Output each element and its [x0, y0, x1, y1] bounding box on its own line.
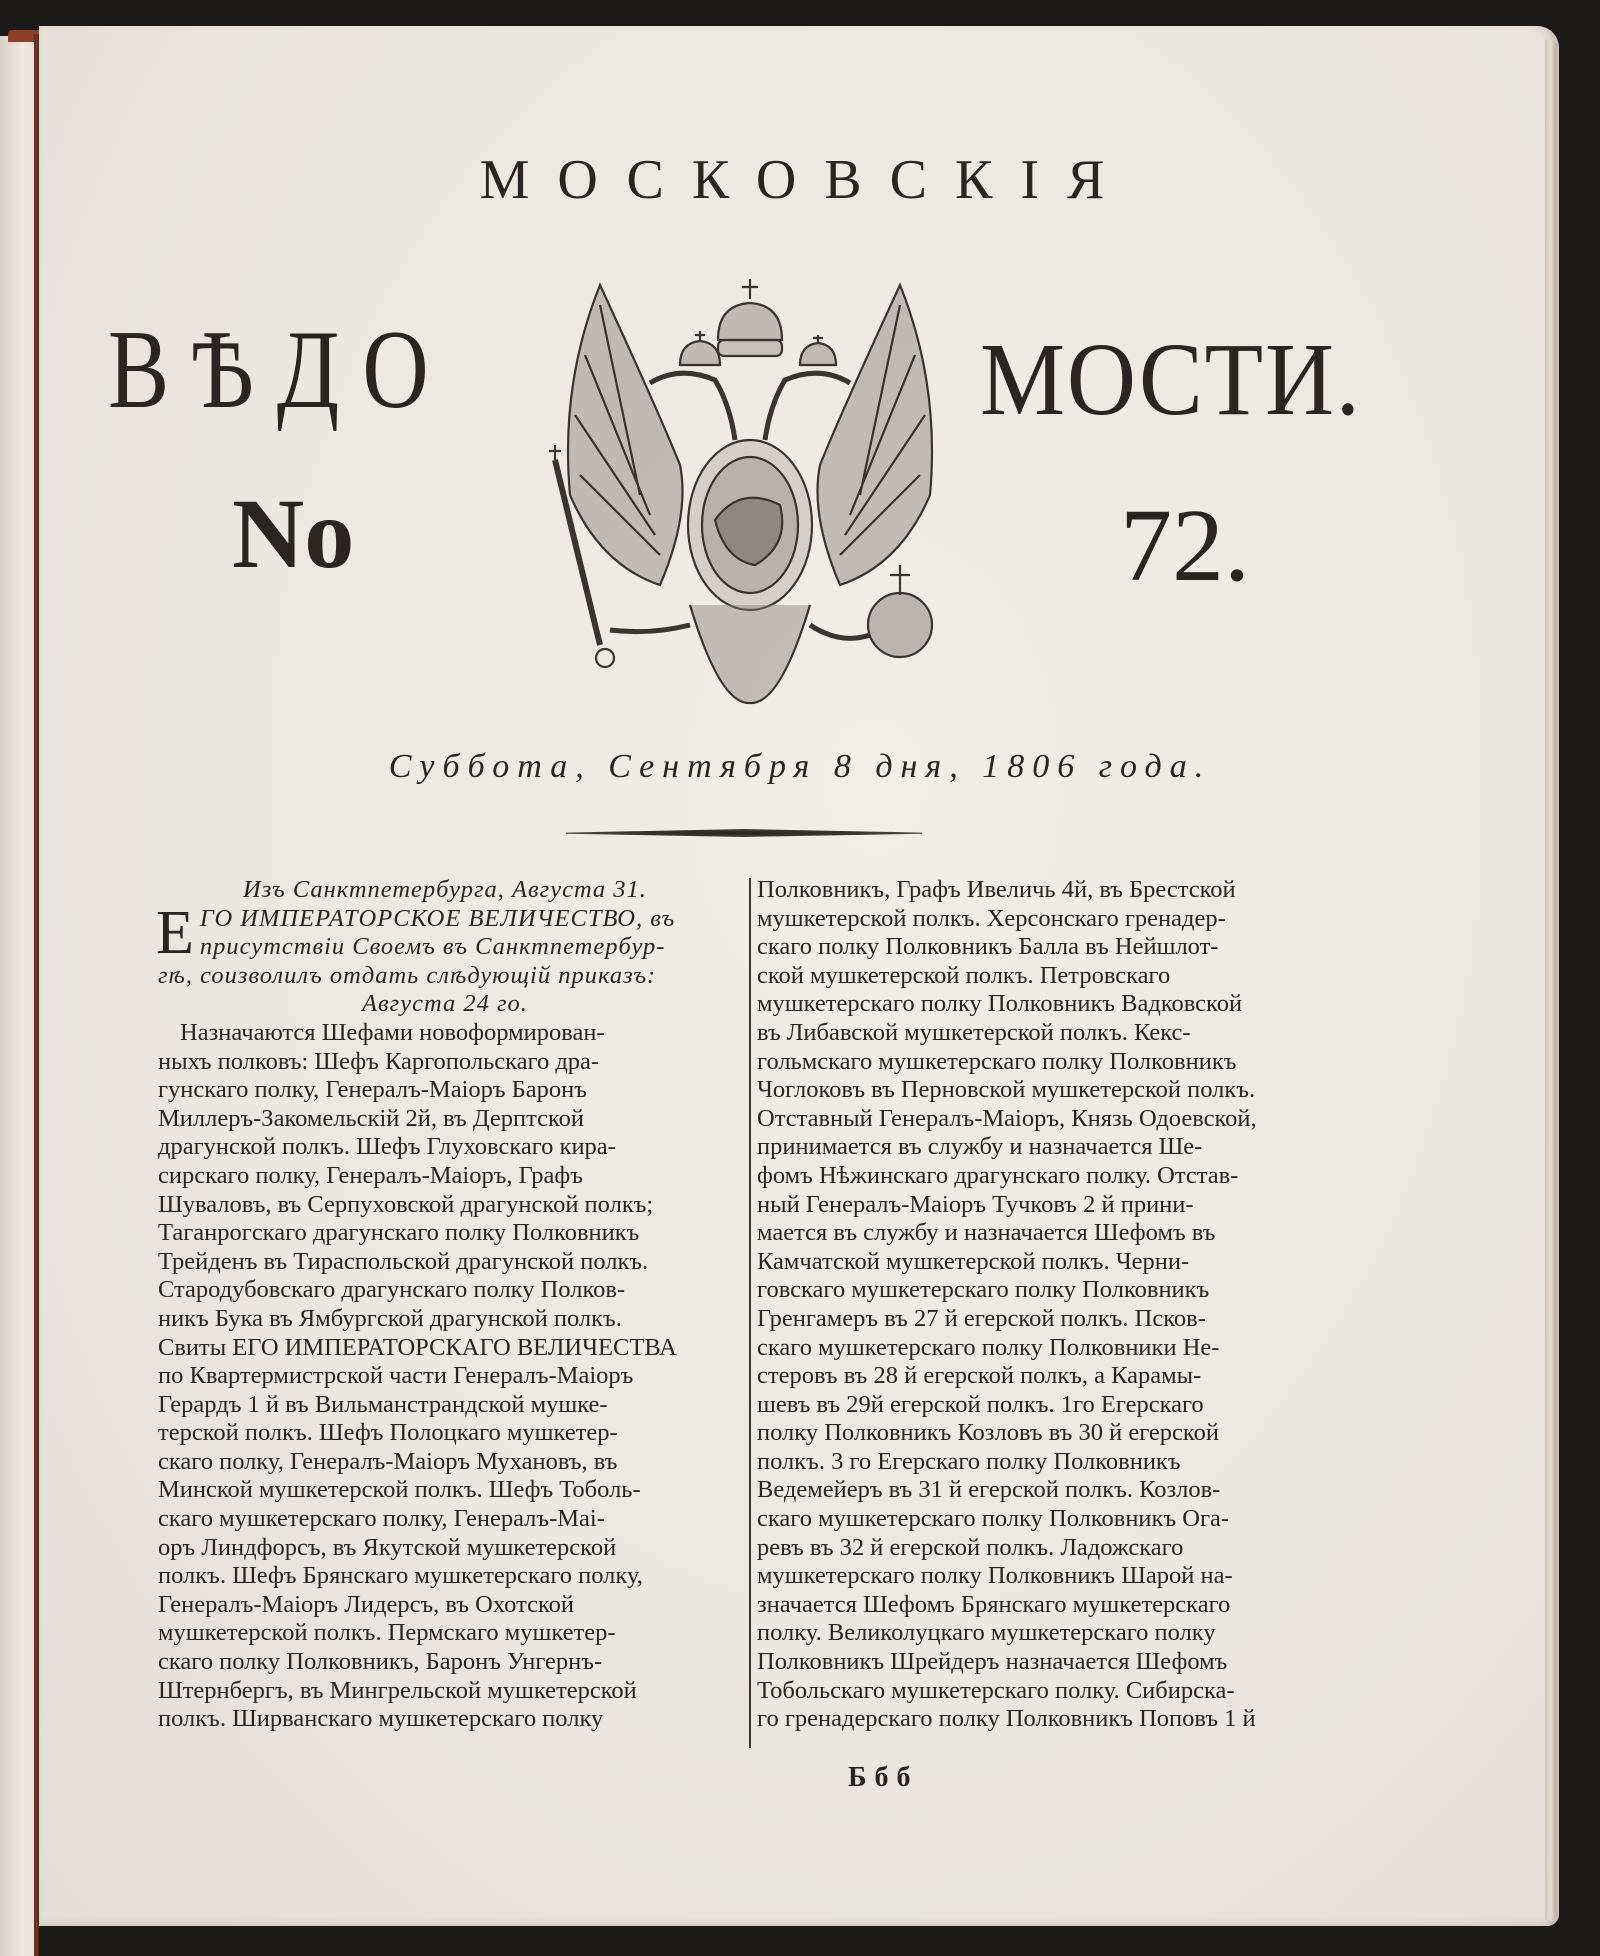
text-line: принимается въ службу и назначается Ше-	[757, 1133, 1203, 1161]
text-line: скаго полку Полковникъ, Баронъ Унгернъ-	[158, 1648, 603, 1676]
text-line: значается Шефомъ Брянскаго мушкетерскаго	[757, 1590, 1231, 1618]
facing-page-edge	[0, 36, 38, 1956]
text-line: фомъ Нѣжинскаго драгунскаго полку. Отстав-	[757, 1161, 1239, 1189]
text-line: стеровъ въ 28 й егерской полкъ, а Карамы-	[757, 1362, 1202, 1390]
text-line: говскаго мушкетерскаго полку Полковникъ	[757, 1276, 1210, 1304]
issue-dateline: Суббота, Сентября 8 дня, 1806 года.	[388, 748, 1212, 785]
text-line: Штернбергъ, въ Мингрельской мушкетерской	[158, 1676, 637, 1704]
binding-spine	[34, 34, 39, 1956]
text-line: Минской мушкетерской полкъ. Шефъ Тоболь-	[158, 1476, 641, 1504]
order-date: Августа 24 го.	[362, 990, 528, 1018]
text-line: Полковникъ, Графъ Ивеличь 4й, въ Брестской	[757, 876, 1236, 903]
text-line: драгунской полкъ. Шефъ Глуховскаго кира-	[158, 1133, 616, 1161]
text-line: полку. Великолуцкаго мушкетерскаго полку	[757, 1619, 1216, 1647]
text-line: гунскаго полку, Генералъ-Маіоръ Баронъ	[158, 1076, 587, 1104]
issue-number-label: No	[232, 478, 355, 589]
page-stack-edge	[1545, 40, 1559, 1920]
text-line: полкъ. Шефъ Брянскаго мушкетерскаго полку,	[158, 1562, 643, 1590]
drop-cap: Е	[156, 898, 194, 967]
text-line: гѣ, соизволилъ отдать слѣдующій приказъ:	[158, 961, 657, 989]
text-line: скаго полку Полковникъ Балла въ Нейшлот-	[757, 933, 1219, 961]
column-divider	[749, 878, 751, 1748]
text-line: Чоглоковъ въ Перновской мушкетерской полкъ.	[757, 1076, 1256, 1104]
text-line: ской мушкетерской полкъ. Петровскаго	[757, 961, 1171, 989]
text-line: въ Либавской мушкетерской полкъ. Кекс-	[757, 1018, 1191, 1046]
text-line: Герардъ 1 й въ Вильманстрандской мушке-	[158, 1390, 608, 1418]
issue-number: 72.	[1120, 488, 1250, 603]
text-line: полку Полковникъ Козловъ въ 30 й егерской	[757, 1419, 1219, 1447]
article-lead	[156, 898, 732, 967]
text-line: скаго мушкетерскаго полку Полковники Не-	[757, 1333, 1220, 1361]
text-line: Стародубовскаго драгунскаго полку Полков-	[158, 1276, 626, 1304]
article-heading: Изъ Санктпетербурга, Августа 31.	[243, 876, 647, 903]
text-line: Таганрогскаго драгунскаго полку Полковникъ	[158, 1219, 640, 1247]
text-line: мушкетерской полкъ. Херсонскаго гренадер-	[757, 904, 1226, 932]
text-line: Гренгамеръ въ 27 й егерской полкъ. Псков-	[757, 1304, 1206, 1332]
text-line: ревъ въ 32 й егерской полкъ. Ладожскаго	[757, 1533, 1184, 1561]
text-line: Полковникъ Шрейдеръ назначается Шефомъ	[757, 1648, 1228, 1676]
text-line: гольмскаго мушкетерскаго полку Полковникъ	[757, 1047, 1237, 1075]
text-line: ный Генералъ-Маіоръ Тучковъ 2 й прини-	[757, 1190, 1194, 1218]
text-line: мушкетерскаго полку Полковникъ Шарой на-	[757, 1562, 1233, 1590]
text-line: Шуваловъ, въ Серпуховской драгунской полкъ;	[158, 1190, 654, 1218]
text-line: мушкетерской полкъ. Пермскаго мушкетер-	[158, 1619, 616, 1647]
text-line: Назначаются Шефами новоформирован-	[180, 1018, 605, 1046]
text-line: скаго мушкетерскаго полку Полковникъ Ога-	[757, 1505, 1230, 1533]
text-line: полкъ. 3 го Егерскаго полку Полковникъ	[757, 1447, 1181, 1475]
text-line: шевъ въ 29й егерской полкъ. 1го Егерскаго	[757, 1390, 1204, 1418]
text-line: терской полкъ. Шефъ Полоцкаго мушкетер-	[158, 1419, 618, 1447]
text-line: го гренадерскаго полку Полковникъ Поповъ 1 й	[757, 1705, 1256, 1733]
text-line: никъ Бука въ Ямбургской драгунской полкъ.	[158, 1304, 622, 1332]
text-line: Трейденъ въ Тираспольской драгунской полкъ.	[158, 1247, 649, 1275]
right-column	[757, 876, 1391, 1734]
text-line: по Квартермистрской части Генералъ-Маіоръ	[158, 1362, 634, 1390]
signature-mark: Ббб	[848, 1762, 919, 1793]
text-line: Свиты ЕГО ИМПЕРАТОРСКАГО ВЕЛИЧЕСТВА	[158, 1333, 677, 1361]
masthead-title-right: МОСТИ.	[980, 322, 1362, 437]
masthead-top-title: МОСКОВСКІЯ	[479, 149, 1133, 211]
text-line: Отставный Генералъ-Маіоръ, Князь Одоевской,	[757, 1104, 1257, 1132]
text-line: ныхъ полковъ: Шефъ Каргопольскаго дра-	[158, 1047, 600, 1075]
text-line: присутствіи Своемъ въ Санктпетербур-	[199, 933, 666, 961]
text-line: Ведемейеръ въ 31 й егерской полкъ. Козлов-	[757, 1476, 1221, 1504]
text-line: скаго полку, Генералъ-Маіоръ Мухановъ, въ	[158, 1447, 618, 1475]
left-column	[158, 876, 732, 1734]
text-line: скаго мушкетерскаго полку, Генералъ-Маі-	[158, 1505, 605, 1533]
masthead-title-left: ВѢДО	[108, 308, 452, 432]
text-line: мается въ службу и назначается Шефомъ въ	[757, 1219, 1216, 1247]
text-line: Генералъ-Маіоръ Лидерсъ, въ Охотской	[158, 1590, 575, 1618]
text-line: Камчатской мушкетерской полкъ. Черни-	[757, 1247, 1190, 1275]
text-line: ГО ИМПЕРАТОРСКОЕ ВЕЛИЧЕСТВО, въ	[199, 904, 676, 932]
text-line: мушкетерскаго полку Полковникъ Вадковской	[757, 990, 1243, 1018]
text-line: Миллеръ-Закомельскій 2й, въ Дерптской	[158, 1104, 584, 1132]
text-line: оръ Линдфорсъ, въ Якутской мушкетерской	[158, 1533, 617, 1561]
text-line: полкъ. Ширванскаго мушкетерскаго полку	[158, 1705, 604, 1733]
double-headed-eagle-icon	[540, 265, 960, 705]
text-line: Тобольскаго мушкетерскаго полку. Сибирска-	[757, 1676, 1235, 1704]
text-line: сирскаго полку, Генералъ-Маіоръ, Графъ	[158, 1161, 583, 1189]
